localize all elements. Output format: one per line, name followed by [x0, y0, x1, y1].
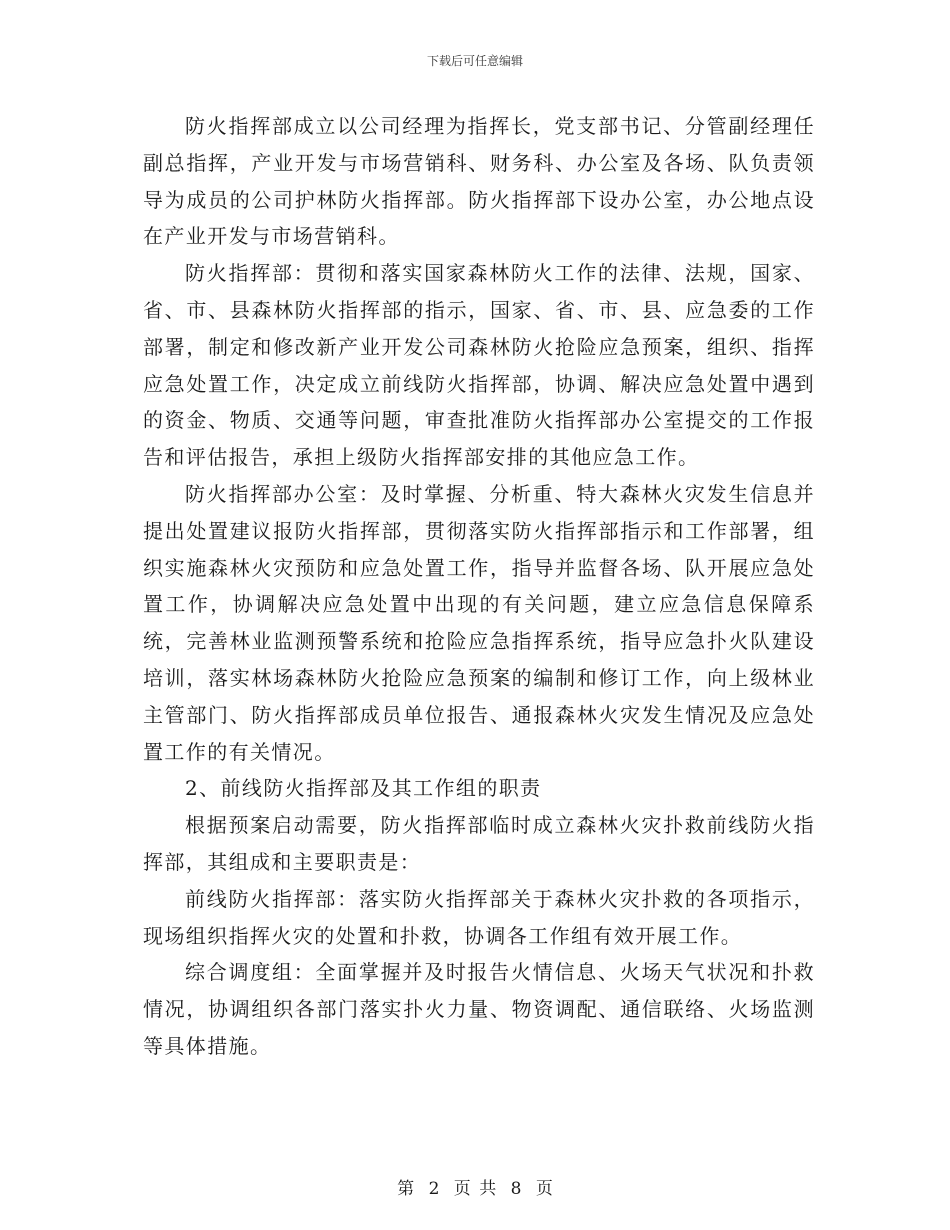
footer-prefix: 第: [397, 1179, 415, 1199]
document-body: [143, 108, 815, 1065]
footer-middle: 页 共: [453, 1179, 497, 1199]
footer-suffix: 页: [535, 1179, 553, 1199]
section-heading: 2、前线防火指挥部及其工作组的职责: [185, 776, 542, 801]
page-footer: [0, 1178, 950, 1200]
page-header: 下载后可任意编辑: [426, 54, 523, 68]
paragraph-frontline-command: 前线防火指挥部：落实防火指挥部关于森林火灾扑救的各项指示，现场组织指挥火灾的处置和扑救，协调各工作组有效开展工作。: [143, 886, 815, 948]
paragraph-command-duties: 防火指挥部：贯彻和落实国家森林防火工作的法律、法规，国家、省、市、县森林防火指挥部的指示，国家、省、市、县、应急委的工作部署，制定和修改新产业开发公司森林防火抢险应急预案，组织、指挥应急处置工作，决定成立前线防火指挥部，协调、解决应急处置中遇到的资金、物质、交通等问题，审查批准防火指挥部办公室提交的工作报告和评估报告，承担上级防火指挥部安排的其他应急工作。: [143, 261, 815, 470]
current-page-number: 2: [428, 1179, 440, 1199]
paragraph-office-duties: 防火指挥部办公室：及时掌握、分析重、特大森林火灾发生信息并提出处置建议报防火指挥部，贯彻落实防火指挥部指示和工作部署，组织实施森林火灾预防和应急处置工作，指导并监督各场、队开展应急处置工作，协调解决应急处置中出现的有关问题，建立应急信息保障系统，完善林业监测预警系统和抢险应急指挥系统，指导应急扑火队建设培训，落实林场森林防火抢险应急预案的编制和修订工作，向上级林业主管部门、防火指挥部成员单位报告、通报森林火灾发生情况及应急处置工作的有关情况。: [143, 481, 815, 764]
paragraph-dispatch-group: 综合调度组：全面掌握并及时报告火情信息、火场天气状况和扑救情况，协调组织各部门落实扑火力量、物资调配、通信联络、火场监测等具体措施。: [143, 960, 815, 1058]
paragraph-frontline-intro: 根据预案启动需要，防火指挥部临时成立森林火灾扑救前线防火指挥部，其组成和主要职责是：: [143, 813, 815, 874]
paragraph-organization: 防火指挥部成立以公司经理为指挥长，党支部书记、分管副经理任副总指挥，产业开发与市场营销科、财务科、办公室及各场、队负责领导为成员的公司护林防火指挥部。防火指挥部下设办公室，办公地点设在产业开发与市场营销科。: [143, 114, 815, 249]
total-page-count: 8: [510, 1179, 522, 1199]
